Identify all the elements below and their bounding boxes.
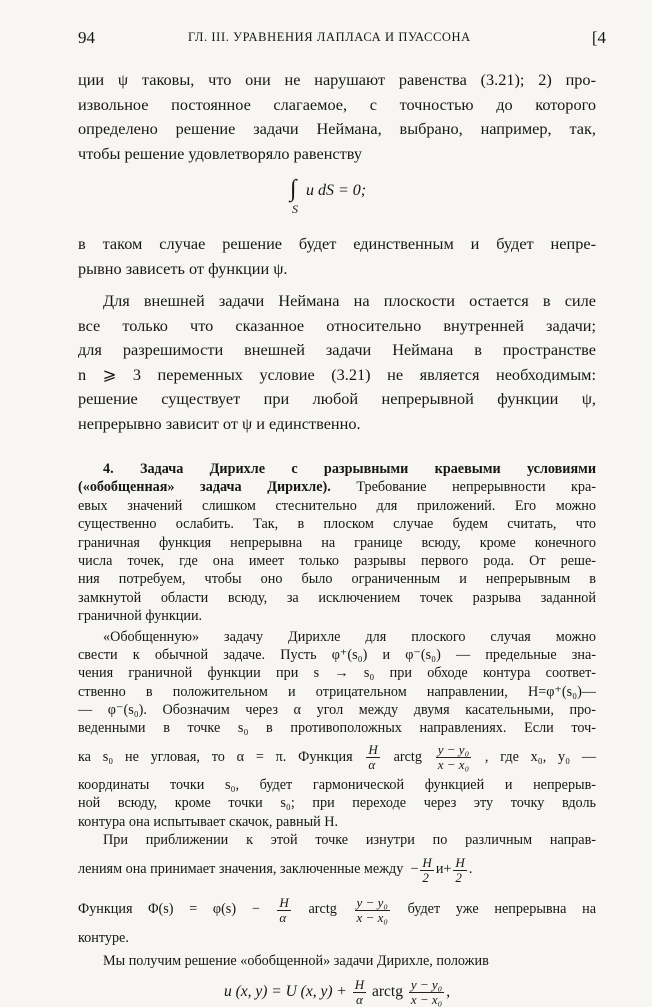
text-line: n ⩾ 3 переменных условие (3.21) не является необходимым: [78, 364, 596, 384]
section-mark: [4 [591, 28, 606, 47]
paragraph-approach [78, 831, 596, 889]
minus-sign: − [410, 861, 419, 878]
text-line: — φ⁻(s₀). Обозначим через α угол между двумя касательными, про- [78, 702, 596, 719]
frac-den: 2 [455, 869, 462, 885]
section-heading: 4. Задача Дирихле с разрывными краевыми условиями [103, 461, 596, 477]
text-line: чтобы решение удовлетворяло равенству [78, 143, 363, 163]
text-fragment: ка s₀ не угловая, то α = π. Функция [78, 748, 353, 765]
text-fragment: и [435, 861, 444, 878]
text-line: рывно зависеть от функции ψ. [78, 258, 288, 278]
book-page [78, 28, 606, 1007]
paragraph-solution [78, 952, 596, 1007]
arctg: arctg [308, 901, 337, 918]
text-line: ной всюду, кроме точки s₀; при переходе через эту точку вдоль [78, 795, 596, 812]
text-fragment: лениям она принимает значения, заключенные между [78, 861, 404, 878]
text-line: все только что сказанное относительно внутренней задачи; [78, 315, 596, 335]
text-line: координаты точки s₀, будет гармонической функцией и непрерыв- [78, 776, 596, 793]
fraction-h-2 [453, 856, 466, 885]
text-line: ния потребуем, чтобы оно было ограниченным и непрерывным в [78, 571, 596, 588]
running-title: ГЛ. III. УРАВНЕНИЯ ЛАПЛАСА И ПУАССОНА [188, 30, 471, 44]
fraction-y-x [355, 896, 390, 925]
text-line: контуре. [78, 930, 129, 947]
integral-sign: ∫ [290, 176, 297, 202]
frac-num: y − y₀ [437, 742, 470, 758]
formula-solution [78, 978, 596, 1007]
fraction-h-2 [420, 856, 433, 885]
fraction-h-alpha [366, 743, 379, 772]
frac-num: H [279, 894, 289, 910]
text-line: граничной функции. [78, 608, 203, 625]
text-line: замкнутой области всюду, за исключением точек разрыва заданной [78, 589, 596, 606]
frac-den: α [368, 757, 376, 773]
frac-num: y − y₀ [356, 894, 388, 910]
paragraph-generalized [78, 628, 596, 832]
section-4 [78, 460, 596, 626]
text-line: свести к обычной задаче. Пусть φ⁺(s₀) и φ⁻(s₀) — предельные зна- [78, 646, 596, 663]
text-line: решение существует при любой непрерывной функции ψ, [78, 389, 596, 408]
text-fragment: , где x₀, y₀ — [484, 748, 597, 765]
fraction-y-x [436, 743, 471, 772]
paragraph-uniqueness [78, 232, 596, 281]
text-line: непрерывно зависит от ψ и единственно. [78, 413, 361, 433]
text-line: ственно в положительном и отрицательном направлении, H=φ⁺(s₀)— [78, 683, 596, 700]
paragraph-phi [78, 889, 596, 947]
integral-subscript: S [292, 202, 298, 216]
frac-den: α [279, 909, 287, 925]
paragraph-exterior-neumann [78, 289, 596, 436]
frac-num: y − y₀ [410, 977, 443, 993]
text-line: Для внешней задачи Неймана на плоскости остается в силе [103, 291, 596, 310]
frac-den: x − x₀ [437, 757, 470, 773]
page-number: 94 [78, 28, 95, 47]
text-line: граничная функция непрерывна на границе всюду, кроме конечного [78, 534, 596, 551]
text-fragment: будет уже непрерывна на [407, 901, 597, 918]
text-line [78, 478, 596, 496]
text-line: Мы получим решение «обобщенной» задачи Дирихле, положив [103, 952, 489, 969]
text-line: ции ψ таковы, что они не нарушают равенства (3.21); 2) про- [78, 70, 596, 89]
frac-num: H [368, 742, 378, 758]
page-header [78, 28, 606, 52]
text-fragment: . [468, 861, 473, 878]
frac-den: α [356, 992, 363, 1007]
frac-den: x − x₀ [410, 992, 443, 1007]
arctg: arctg [393, 748, 422, 765]
frac-den: 2 [422, 869, 429, 885]
section-heading-cont: («обобщенная» задача Дирихле). [78, 479, 331, 496]
text-line: «Обобщенную» задачу Дирихле для плоского случая можно [103, 628, 596, 645]
arctg: arctg [371, 983, 403, 1001]
plus-sign: + [443, 861, 452, 878]
text-line-formula [78, 738, 596, 776]
formula-integral [78, 174, 596, 218]
text-fragment: Функция Φ(s) = φ(s) − [78, 901, 260, 918]
frac-den: x − x₀ [356, 909, 388, 925]
text-line: При приближении к этой точке изнутри по различным направ- [103, 832, 596, 849]
frac-num: H [354, 977, 365, 993]
text-line: чения граничной функции при s → s₀ при обходе контура соответ- [78, 665, 596, 682]
text-line: извольное постоянное слагаемое, с точностью до которого [78, 94, 596, 114]
paragraph-neumann-cont [78, 68, 596, 166]
section-text: Требование непрерывности кра- [330, 479, 596, 496]
frac-num: H [455, 854, 465, 870]
text-line: существенно ослабить. Так, в плоском случае будем считать, что [78, 516, 596, 533]
text-line-formula [78, 889, 596, 929]
integral-body: u dS = 0; [306, 182, 367, 199]
text-line: числа точек, где она имеет только разрывы первого рода. От реше- [78, 552, 596, 569]
text-line: определено решение задачи Неймана, выбрано, например, так, [78, 119, 596, 138]
text-line: веденными в точке s₀ в противоположных направлениях. Если точ- [78, 720, 596, 737]
formula-left: u (x, y) = U (x, y) + [223, 983, 347, 1001]
text-line-formula [78, 849, 596, 889]
text-line: в таком случае решение будет единственным и будет непре- [78, 234, 596, 253]
fraction-y-x [409, 978, 444, 1007]
text-line: контура она испытывает скачок, равный H. [78, 813, 339, 830]
frac-num: H [422, 854, 432, 870]
formula-end: , [446, 983, 451, 1001]
fraction-h-alpha [277, 896, 290, 925]
text-line: евых значений слишком стеснительно для приложений. Его можно [78, 497, 596, 514]
text-line: для разрешимости внешней задачи Неймана в пространстве [78, 340, 596, 359]
fraction-h-alpha [353, 978, 366, 1007]
